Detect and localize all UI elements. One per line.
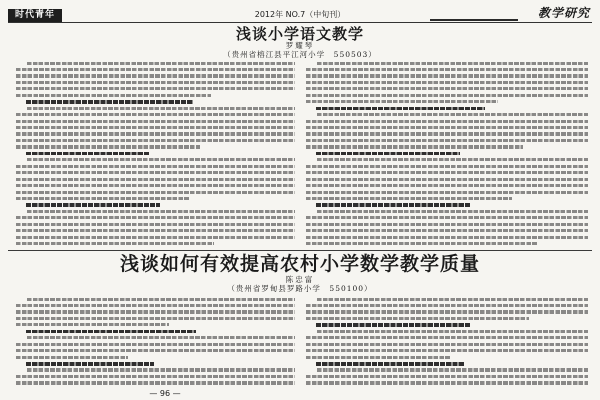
text-line: [16, 120, 295, 123]
text-line: [306, 68, 588, 71]
text-line: [306, 336, 588, 339]
text-line: [306, 381, 588, 384]
magazine-name-badge: 时代青年: [8, 9, 62, 22]
text-line: [306, 100, 498, 103]
text-line: [16, 375, 295, 378]
text-line: [16, 171, 295, 174]
section-heading-line: [316, 323, 471, 327]
text-line: [306, 132, 588, 135]
text-line: [317, 330, 588, 333]
text-line: [306, 236, 588, 239]
section-heading-line: [316, 152, 460, 156]
text-line: [306, 87, 588, 90]
text-line: [16, 126, 295, 129]
text-line: [306, 74, 588, 77]
text-line: [16, 304, 295, 307]
article1-title: 浅谈小学语文教学: [235, 25, 364, 43]
section-title: 教学研究: [537, 6, 590, 20]
text-line: [27, 62, 295, 65]
article2-affiliation: （贵州省罗甸县罗路小学 550100）: [227, 284, 373, 293]
text-line: [306, 223, 588, 226]
text-line: [16, 139, 295, 142]
text-line: [306, 145, 523, 148]
text-line: [306, 343, 588, 346]
text-line: [27, 158, 295, 161]
text-line: [16, 87, 295, 90]
text-line: [16, 165, 295, 168]
section-heading-line: [26, 100, 193, 104]
section-heading-line: [26, 362, 154, 366]
text-line: [306, 184, 588, 187]
text-line: [317, 62, 588, 65]
text-line: [16, 323, 169, 326]
text-line: [306, 94, 588, 97]
article1-right-column: [306, 60, 588, 248]
issue-label: 2012年 NO.7（中旬刊）: [254, 10, 346, 19]
text-line: [306, 171, 588, 174]
text-line: [306, 356, 450, 359]
text-line: [306, 126, 588, 129]
text-line: [16, 94, 211, 97]
text-line: [16, 68, 295, 71]
article2-title: 浅谈如何有效提高农村小学数学教学质量: [119, 253, 480, 275]
text-line: [16, 356, 128, 359]
article1-left-column: [16, 60, 295, 248]
text-line: [317, 158, 588, 161]
article-divider: [8, 250, 592, 251]
text-line: [16, 184, 295, 187]
text-line: [16, 113, 295, 116]
text-line: [27, 368, 295, 371]
section-heading-line: [316, 107, 485, 111]
text-line: [317, 298, 588, 301]
text-line: [27, 336, 295, 339]
article1-author: 罗耀琴: [285, 41, 315, 50]
text-line: [306, 191, 588, 194]
article1-affiliation: （贵州省榕江县平江河小学 550503）: [223, 50, 377, 59]
article2-left-column: [16, 296, 295, 387]
text-line: [306, 197, 512, 200]
text-line: [16, 343, 295, 346]
text-line: [317, 113, 588, 116]
text-line: [306, 310, 588, 313]
text-line: [16, 223, 295, 226]
text-line: [306, 178, 588, 181]
text-line: [306, 165, 588, 168]
section-heading-line: [26, 152, 149, 156]
text-line: [27, 107, 295, 110]
text-line: [306, 242, 537, 245]
text-line: [16, 310, 295, 313]
text-line: [16, 81, 295, 84]
text-line: [306, 317, 529, 320]
text-line: [16, 229, 295, 232]
text-line: [16, 236, 295, 239]
text-line: [306, 349, 588, 352]
text-line: [16, 242, 214, 245]
text-line: [16, 191, 295, 194]
text-line: [27, 298, 295, 301]
text-line: [27, 210, 295, 213]
text-line: [16, 381, 295, 384]
section-heading-line: [26, 203, 160, 207]
text-line: [306, 229, 588, 232]
text-line: [16, 132, 295, 135]
text-line: [317, 368, 588, 371]
article2-right-column: [306, 296, 588, 385]
text-line: [16, 178, 295, 181]
text-line: [16, 74, 295, 77]
article2-author: 陈忠富: [285, 275, 315, 284]
text-line: [306, 375, 588, 378]
section-heading-line: [316, 362, 465, 366]
text-line: [16, 349, 295, 352]
text-line: [16, 216, 295, 219]
page-number: — 96 —: [149, 389, 181, 398]
text-line: [317, 210, 588, 213]
text-line: [16, 145, 200, 148]
section-heading-line: [316, 203, 471, 207]
header-accent-bar: [430, 19, 518, 21]
text-line: [16, 317, 295, 320]
header-divider: [8, 22, 592, 23]
text-line: [306, 304, 588, 307]
text-line: [306, 120, 588, 123]
text-line: [16, 197, 189, 200]
text-line: [306, 81, 588, 84]
section-heading-line: [26, 330, 196, 334]
text-line: [306, 139, 588, 142]
text-line: [306, 216, 588, 219]
